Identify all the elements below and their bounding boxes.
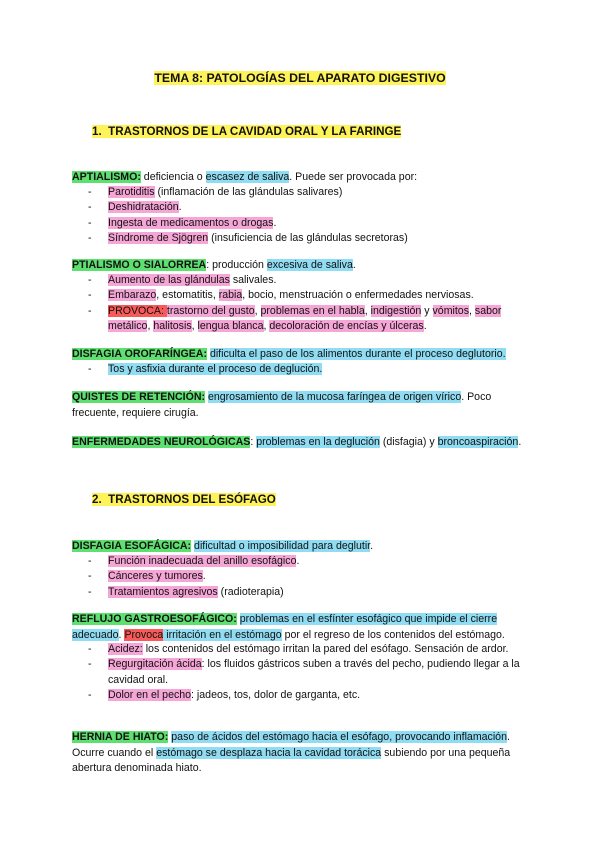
disfagia-orofaringea-paragraph: DISFAGIA OROFARÍNGEA: dificulta el paso de los alimentos durante el proceso deglutorio. [72,348,506,360]
term-label: HERNIA DE HIATO: [72,731,169,743]
ptialismo-list [88,273,534,334]
list-item: - Aumento de las glándulas salivales. [88,273,534,288]
page-title [0,71,600,85]
term-label: REFLUJO GASTROESOFÁGICO: [72,613,237,625]
term-label: ENFERMEDADES NEUROLÓGICAS [72,436,251,448]
section-heading-2 [92,493,276,506]
disfagia-esofagica-paragraph: DISFAGIA ESOFÁGICA: dificultad o imposibilidad para deglutir. [72,540,374,552]
list-item: - Cánceres y tumores. [88,569,534,584]
list-item: - Deshidratación. [88,200,534,215]
list-item: - Ingesta de medicamentos o drogas. [88,216,534,231]
list-item: - Función inadecuada del anillo esofágico. [88,554,534,569]
title-text: TEMA 8: PATOLOGÍAS DEL APARATO DIGESTIVO [154,71,446,85]
list-item: - PROVOCA: trastorno del gusto, problemas en el habla, indigestión y vómitos, sabor metálico, halitosis, lengua blanca, decoloración de encías y úlceras. [88,304,534,335]
reflujo-list [88,642,534,703]
term-label: PTIALISMO O SIALORREA [72,259,207,271]
list-item: - Tos y asfixia durante el proceso de deglución. [88,362,534,377]
term-label: DISFAGIA OROFARÍNGEA: [72,348,207,360]
list-item: - Parotiditis (inflamación de las glándulas salivares) [88,185,534,200]
section-label: TRASTORNOS DE LA CAVIDAD ORAL Y LA FARINGE [108,125,402,138]
list-item: - Embarazo, estomatitis, rabia, bocio, menstruación o enfermedades nerviosas. [88,288,534,303]
disfagia-orofaringea-list [88,362,534,377]
reflujo-paragraph: REFLUJO GASTROESOFÁGICO: problemas en el esfínter esofágico que impide el cierre adecuado. Provoca irritación en el estómago por el regreso de los contenidos del estómago. [72,613,505,641]
term-label: DISFAGIA ESOFÁGICA: [72,540,192,552]
term-label: QUISTES DE RETENCIÓN: [72,391,206,403]
ptialismo-paragraph: PTIALISMO O SIALORREA: producción excesiva de saliva. [72,259,356,271]
hernia-paragraph: HERNIA DE HIATO: paso de ácidos del estómago hacia el esófago, provocando inflamación. Ocurre cuando el estómago se desplaza hacia la cavidad torácica subiendo por una pequeña abertura denominada hiato. [72,731,511,774]
section-heading-1 [92,125,401,138]
disfagia-esofagica-list [88,554,534,600]
list-item: - Dolor en el pecho: jadeos, tos, dolor de garganta, etc. [88,688,534,703]
aptialismo-paragraph: APTIALISMO: deficiencia o escasez de saliva. Puede ser provocada por: [72,171,418,183]
neurologicas-paragraph: ENFERMEDADES NEUROLÓGICAS: problemas en la deglución (disfagia) y broncoaspiración. [72,436,522,448]
section-number: 1. [92,125,102,138]
section-number: 2. [92,493,102,506]
quistes-paragraph: QUISTES DE RETENCIÓN: engrosamiento de la mucosa faríngea de origen vírico. Poco frecuente, requiere cirugía. [72,391,492,419]
list-item: - Acidez: los contenidos del estómago irritan la pared del esófago. Sensación de ardor. [88,642,534,657]
term-label: APTIALISMO: [72,171,141,183]
aptialismo-list [88,185,534,246]
section-label: TRASTORNOS DEL ESÓFAGO [108,493,276,506]
list-item: - Síndrome de Sjögren (insuficiencia de las glándulas secretoras) [88,231,534,246]
list-item: - Regurgitación ácida: los fluidos gástricos suben a través del pecho, pudiendo llegar a la cavidad oral. [88,657,534,688]
list-item: - Tratamientos agresivos (radioterapia) [88,585,534,600]
